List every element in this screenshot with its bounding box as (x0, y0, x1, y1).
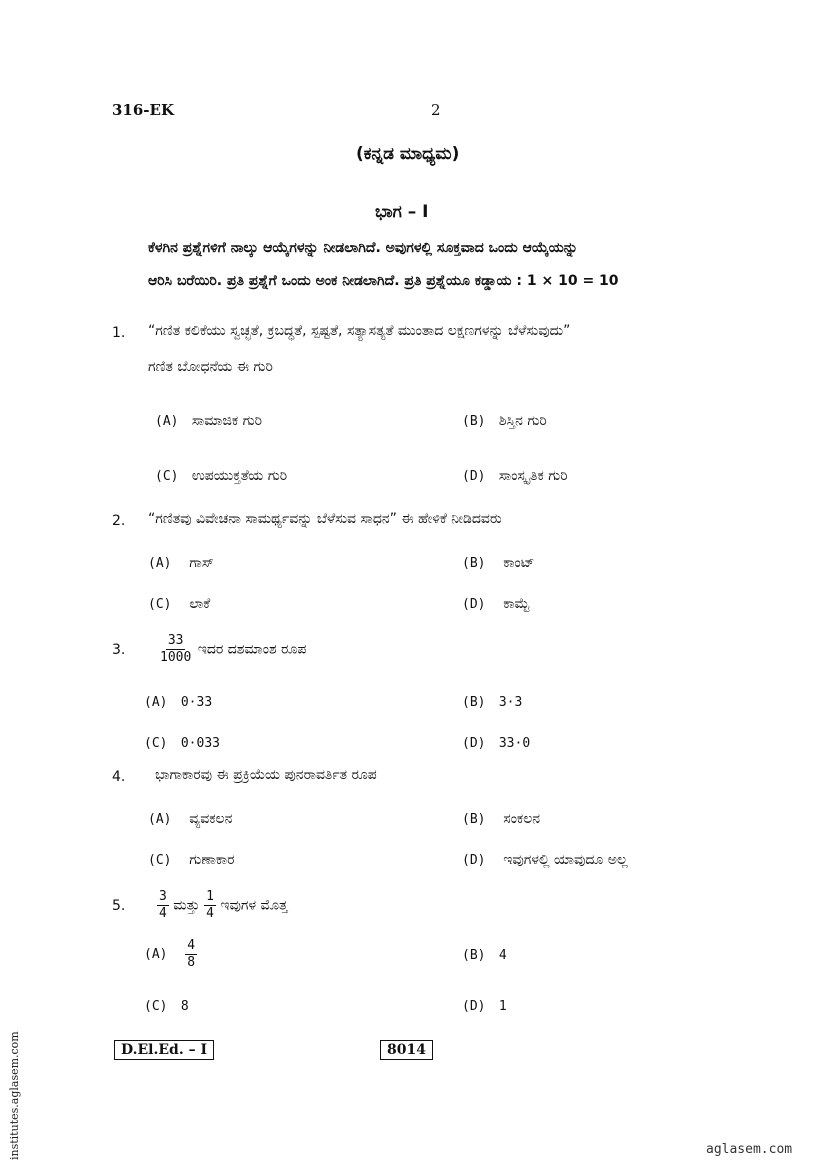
q4-option-b: (B) ಸಂಕಲನ (462, 811, 541, 827)
question-3-text: $\frac{33}{1000}$ ಇದರ ದಶಮಾಂಶ ರೂಪ (160, 633, 307, 665)
question-5-fraction-1: $\frac{3}{4}$ (159, 889, 167, 921)
q5-option-b: (B) 4 (462, 948, 507, 963)
page-number: 2 (431, 101, 441, 119)
instructions-line-2: ಆರಿಸಿ ಬರೆಯಿರಿ. ಪ್ರತಿ ಪ್ರಶ್ನೆಗೆ ಒಂದು ಅಂಕ ನೀಡಲಾಗಿದೆ. ಪ್ರತಿ ಪ್ರಶ್ನೆಯೂ ಕಡ್ಡಾಯ : 1 × 10 = 10 (148, 273, 619, 289)
course-box: D.El.Ed. – I (114, 1040, 214, 1060)
q1-option-d: (D) ಸಾಂಸ್ಕೃತಿಕ ಗುರಿ (462, 468, 568, 484)
instructions-line-1: ಕೆಳಗಿನ ಪ್ರಶ್ನೆಗಳಿಗೆ ನಾಲ್ಕು ಆಯ್ಕೆಗಳನ್ನು ನೀಡಲಾಗಿದೆ. ಅವುಗಳಲ್ಲಿ ಸೂಕ್ತವಾದ ಒಂದು ಆಯ್ಕೆಯನ್ನು (148, 240, 578, 256)
q5-option-a-fraction: $\frac{4}{8}$ (187, 938, 196, 970)
side-watermark: institutes.aglasem.com (8, 1031, 21, 1160)
q3-option-b: (B) 3·3 (462, 695, 523, 710)
q2-option-b: (B) ಕಾಂಟ್ (462, 555, 535, 571)
q3-option-d: (D) 33·0 (462, 736, 531, 751)
q2-option-c: (C) ಲಾಕೆ (148, 596, 211, 612)
question-5-text: $\frac{3}{4}$ ಮತ್ತು $\frac{1}{4}$ ಇವುಗಳ ಮೊತ್ತ (159, 889, 288, 921)
q3-option-c: (C) 0·033 (144, 736, 220, 751)
question-5-fraction-2: $\frac{1}{4}$ (206, 889, 214, 921)
question-2-text: “ಗಣಿತವು ವಿವೇಚನಾ ಸಾಮರ್ಥ್ಯವನ್ನು ಬೆಳೆಸುವ ಸಾಧನ” ಈ ಹೇಳಿಕೆ ನೀಡಿದವರು (148, 511, 502, 527)
q4-option-c: (C) ಗುಣಾಕಾರ (148, 852, 235, 868)
q1-option-b: (B) ಶಿಸ್ತಿನ ಗುರಿ (462, 413, 547, 429)
q5-option-d: (D) 1 (462, 999, 507, 1014)
question-4-text: ಭಾಗಾಕಾರವು ಈ ಪ್ರಕ್ರಿಯೆಯ ಪುನರಾವರ್ತಿತ ರೂಪ (155, 767, 377, 783)
paper-number-box: 8014 (380, 1040, 433, 1060)
q4-option-d: (D) ಇವುಗಳಲ್ಲಿ ಯಾವುದೂ ಅಲ್ಲ (462, 852, 628, 868)
q1-option-a: (A) ಸಾಮಾಜಿಕ ಗುರಿ (155, 413, 263, 429)
question-2-number: 2. (112, 513, 126, 529)
q3-option-a: (A) 0·33 (144, 695, 213, 710)
question-1-number: 1. (112, 325, 126, 341)
question-1-text-line-1: “ಗಣಿತ ಕಲಿಕೆಯು ಸ್ವಚ್ಛತೆ, ಕ್ರಬದ್ಧತೆ, ಸ್ಪಷ್ಟತೆ, ಸತ್ಯಾಸತ್ಯತೆ ಮುಂತಾದ ಲಕ್ಷಣಗಳನ್ನು ಬೆಳೆಸುವುದು” (148, 323, 571, 339)
q5-option-c: (C) 8 (144, 999, 189, 1014)
q4-option-a: (A) ವ್ಯವಕಲನ (148, 811, 233, 827)
question-5-number: 5. (112, 898, 126, 914)
q5-option-a: (A) $\frac{4}{8}$ (144, 938, 196, 970)
paper-code: 316-EK (112, 101, 175, 119)
q2-option-a: (A) ಗಾಸ್ (148, 555, 214, 571)
question-4-number: 4. (112, 769, 126, 785)
part-heading: ಭಾಗ – I (375, 202, 429, 222)
corner-watermark: aglasem.com (706, 1142, 793, 1157)
question-3-number: 3. (112, 642, 126, 658)
question-3-fraction: $\frac{33}{1000}$ (160, 633, 192, 665)
medium-heading: (ಕನ್ನಡ ಮಾಧ್ಯಮ) (356, 144, 460, 164)
question-1-text-line-2: ಗಣಿತ ಬೋಧನೆಯ ಈ ಗುರಿ (148, 359, 273, 375)
q2-option-d: (D) ಕಾಮ್ಟೆ (462, 596, 530, 612)
q1-option-c: (C) ಉಪಯುಕ್ತತೆಯ ಗುರಿ (155, 468, 288, 484)
